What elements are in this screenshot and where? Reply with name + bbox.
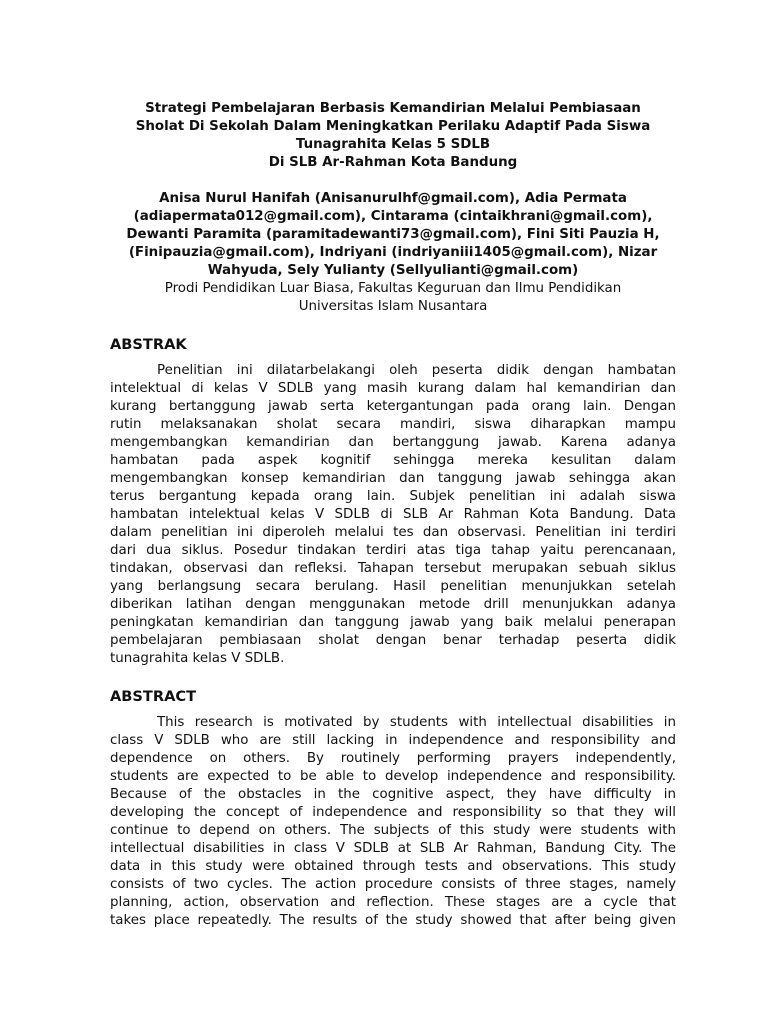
paper-page — [110, 100, 676, 930]
author-line: (adiapermata012@gmail.com), Cintarama (cintaikhrani@gmail.com), — [133, 209, 653, 224]
abstract-line: intellectual disabilities in class V SDLB at SLB Ar Rahman, Bandung City. The — [110, 841, 676, 856]
author-list — [110, 190, 676, 280]
abstract-heading: ABSTRACT — [110, 688, 197, 705]
abstract-line: class V SDLB who are still lacking in independence and responsibility and — [110, 733, 676, 748]
title-line: Tunagrahita Kelas 5 SDLB — [295, 137, 491, 152]
abstrak-line: dalam penelitian ini diperoleh melalui tes dan observasi. Penelitian ini terdiri — [110, 525, 676, 540]
abstrak-line: intelektual di kelas V SDLB yang masih kurang dalam hal kemandirian dan — [110, 381, 676, 396]
abstrak-line: Penelitian ini dilatarbelakangi oleh peserta didik dengan hambatan — [157, 363, 676, 378]
title-line: Sholat Di Sekolah Dalam Meningkatkan Perilaku Adaptif Pada Siswa — [135, 119, 651, 134]
abstrak-line: terus bergantung kepada orang lain. Subjek penelitian ini adalah siswa — [110, 489, 676, 504]
abstract-line: takes place repeatedly. The results of the study showed that after being given — [110, 913, 676, 928]
abstract-line: developing the concept of independence and responsibility so that they will — [110, 805, 676, 820]
abstrak-paragraph — [110, 362, 676, 668]
author-line: Wahyuda, Sely Yulianty (Sellyulianti@gmail.com) — [207, 263, 579, 278]
abstract-line: Because of the obstacles in the cognitive aspect, they have difficulty in — [110, 787, 676, 802]
abstrak-line: tindakan, observasi dan refleksi. Tahapan tersebut merupakan sebuah siklus — [110, 561, 676, 576]
abstrak-line: mengembangkan kemandirian dan bertanggung jawab. Karena adanya — [110, 435, 676, 450]
paper-title — [110, 100, 676, 172]
author-line: (Finipauzia@gmail.com), Indriyani (indriyaniii1405@gmail.com), Nizar — [128, 245, 658, 260]
abstract-line: consists of two cycles. The action procedure consists of three stages, namely — [110, 877, 676, 892]
abstract-line: dependence on others. By routinely performing prayers independently, — [110, 751, 676, 766]
abstrak-line: mengembangkan konsep kemandirian dan tanggung jawab sehingga akan — [110, 471, 676, 486]
abstrak-line: dari dua siklus. Posedur tindakan terdiri atas tiga tahap yaitu perencanaan, — [110, 543, 676, 558]
affiliation-line: Universitas Islam Nusantara — [298, 299, 488, 314]
abstrak-line: tunagrahita kelas V SDLB. — [110, 651, 285, 666]
affiliation — [110, 280, 676, 316]
abstrak-heading: ABSTRAK — [110, 336, 187, 353]
author-line: Dewanti Paramita (paramitadewanti73@gmail.com), Fini Siti Pauzia H, — [126, 227, 660, 242]
affiliation-line: Prodi Pendidikan Luar Biasa, Fakultas Keguruan dan Ilmu Pendidikan — [164, 281, 622, 296]
abstrak-line: kurang bertanggung jawab serta ketergantungan pada orang lain. Dengan — [110, 399, 676, 414]
title-line: Di SLB Ar-Rahman Kota Bandung — [268, 155, 518, 170]
abstrak-line: diberikan latihan dengan menggunakan metode drill menunjukkan adanya — [110, 597, 676, 612]
abstrak-line: yang berlangsung secara berulang. Hasil penelitian menunjukkan setelah — [110, 579, 676, 594]
abstract-line: This research is motivated by students with intellectual disabilities in — [157, 715, 676, 730]
abstract-line: students are expected to be able to develop independence and responsibility. — [110, 769, 676, 784]
abstrak-line: hambatan intelektual kelas V SDLB di SLB Ar Rahman Kota Bandung. Data — [110, 507, 676, 522]
title-line: Strategi Pembelajaran Berbasis Kemandirian Melalui Pembiasaan — [145, 101, 641, 116]
abstract-line: planning, action, observation and reflection. These stages are a cycle that — [110, 895, 676, 910]
abstrak-line: peningkatan kemandirian dan tanggung jawab yang baik melalui penerapan — [110, 615, 676, 630]
abstrak-line: rutin melaksanakan sholat secara mandiri, siswa diharapkan mampu — [110, 417, 676, 432]
abstrak-line: hambatan pada aspek kognitif sehingga mereka kesulitan dalam — [110, 453, 676, 468]
abstrak-line: pembelajaran pembiasaan sholat dengan benar terhadap peserta didik — [110, 633, 676, 648]
abstract-line: data in this study were obtained through tests and observations. This study — [110, 859, 676, 874]
author-line: Anisa Nurul Hanifah (Anisanurulhf@gmail.com), Adia Permata — [159, 191, 627, 206]
abstract-paragraph — [110, 714, 676, 930]
abstract-line: continue to depend on others. The subjects of this study were students with — [110, 823, 676, 838]
